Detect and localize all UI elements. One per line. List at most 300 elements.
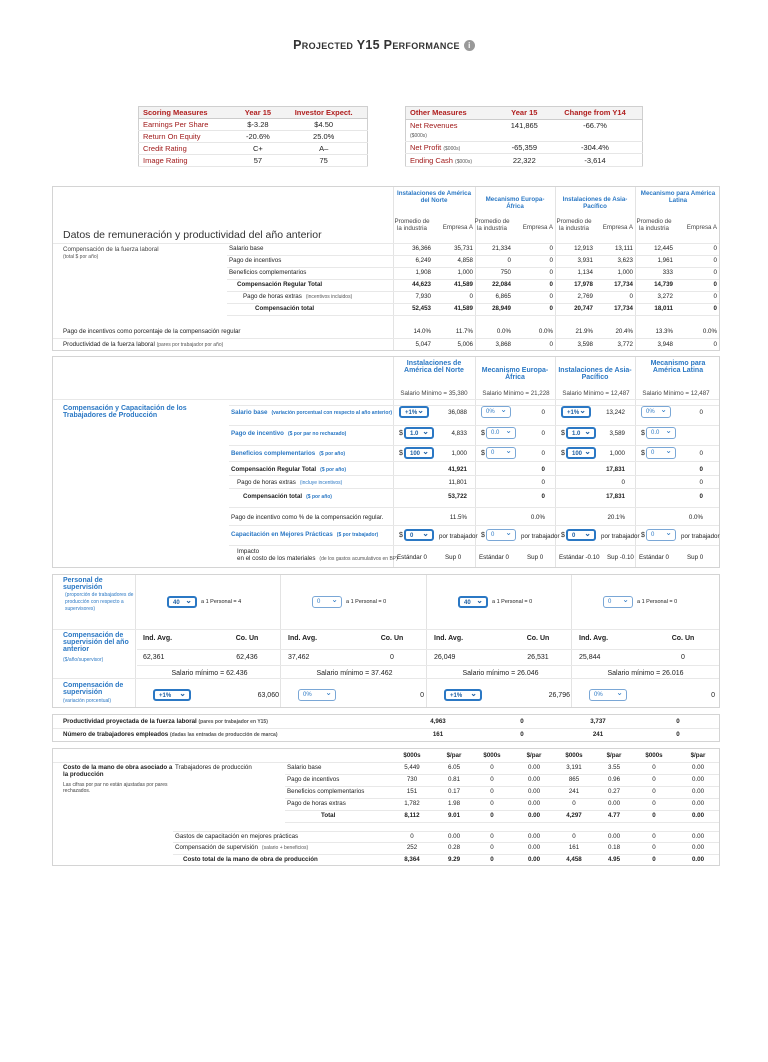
impact-std: Estándar -0.10 bbox=[559, 554, 600, 561]
value-cell: 0 bbox=[652, 844, 656, 851]
prod-cell: 3,772 bbox=[617, 341, 633, 348]
column-header: Ind. Avg. bbox=[288, 635, 318, 642]
value-cell: 1,000 bbox=[457, 269, 473, 276]
column-header: Empresa A bbox=[442, 224, 473, 231]
min-wage: Salario mínimo = 26.046 bbox=[462, 670, 539, 677]
group-note: Las cifras por par no están ajustadas por pares rechazados. bbox=[63, 782, 168, 794]
value-cell: 41,589 bbox=[454, 281, 473, 288]
impact-label: en el costo de los materiales (de los gastos acumulativos en BP) bbox=[237, 555, 398, 562]
emp-value: 241 bbox=[592, 731, 604, 738]
value-cell: 17,734 bbox=[614, 281, 633, 288]
value-cell: 0 bbox=[572, 833, 576, 840]
value-cell: 0.00 bbox=[691, 833, 705, 840]
value-cell: 21,334 bbox=[492, 245, 511, 252]
column-header: Co. Un bbox=[526, 635, 550, 642]
value-cell: 865 bbox=[568, 776, 580, 783]
value-cell: 0.00 bbox=[527, 800, 541, 807]
value-cell: 0 bbox=[541, 430, 545, 437]
value-cell: 1,000 bbox=[609, 450, 625, 457]
sup-label: Personal de supervisión bbox=[63, 577, 103, 591]
value-cell: 0 bbox=[699, 409, 703, 416]
co-cell: 0 bbox=[681, 654, 685, 661]
row-label: Salario base bbox=[287, 764, 322, 771]
table-row bbox=[139, 143, 368, 155]
value-cell: 0 bbox=[652, 856, 656, 863]
value-cell: 0 bbox=[652, 812, 656, 819]
prod-cell: 0 bbox=[713, 341, 717, 348]
value-cell: 0 bbox=[713, 257, 717, 264]
value-cell: 0.81 bbox=[447, 776, 461, 783]
column-header: Promedio de la industria bbox=[394, 218, 430, 232]
ind-avg-cell: 26,049 bbox=[434, 654, 456, 661]
min-wage: Salario Mínimo = 35,380 bbox=[400, 390, 468, 397]
currency-sign: $ bbox=[399, 450, 403, 457]
select-ben_sel[interactable]: 0 ⌄ bbox=[646, 447, 676, 459]
prod-value: 4,963 bbox=[430, 718, 446, 725]
value-cell: 0 bbox=[490, 856, 494, 863]
pct-cell: 0.0% bbox=[688, 514, 703, 521]
select-train_sel[interactable]: 0 ⌄ bbox=[566, 529, 596, 541]
prod-value: 0 bbox=[676, 718, 680, 725]
region-header-ap: Instalaciones de Asia-Pacífico bbox=[558, 367, 632, 381]
value-cell: 6,865 bbox=[495, 293, 511, 300]
select-inc_sel[interactable]: 0.0 ⌄ bbox=[486, 427, 516, 439]
prev-label: Compensación de supervisión del año anterior bbox=[63, 632, 129, 653]
value-cell: 0 bbox=[541, 409, 545, 416]
value-cell: 1,134 bbox=[577, 269, 593, 276]
prod-cell: 0 bbox=[549, 341, 553, 348]
emp-label: Número de trabajadores empleados (dadas las entradas de producción de marca) bbox=[63, 731, 278, 738]
value-cell: 0 bbox=[549, 269, 553, 276]
group-label: Costo de la mano de obra asociado a la producción bbox=[63, 764, 173, 778]
impact-sup: Sup 0 bbox=[527, 554, 544, 561]
value-cell: 1.98 bbox=[447, 800, 461, 807]
value-cell: 0.00 bbox=[527, 856, 541, 863]
other-note: ($000s) bbox=[443, 146, 461, 153]
value-cell: 0 bbox=[490, 776, 494, 783]
value-cell: 6.05 bbox=[447, 764, 461, 771]
row-label: Compensación Regular Total bbox=[237, 281, 323, 288]
region-header-na: Instalaciones de América del Norte bbox=[404, 360, 464, 374]
region-header-eu: Mecanismo Europa-África bbox=[485, 196, 545, 210]
value-cell: 44,623 bbox=[412, 281, 431, 288]
value-cell: 4,858 bbox=[457, 257, 473, 264]
kpi-summary bbox=[138, 106, 643, 167]
value-cell: 17,831 bbox=[606, 466, 625, 473]
emp-value: 0 bbox=[676, 731, 680, 738]
labor-cost-panel bbox=[52, 748, 720, 866]
currency-sign: $ bbox=[641, 450, 645, 457]
other-change: -66.7% bbox=[548, 119, 643, 141]
value-cell: 0 bbox=[410, 833, 414, 840]
prod-cell: 3,868 bbox=[495, 341, 511, 348]
value-cell: 17,831 bbox=[606, 493, 625, 500]
column-header: Empresa A bbox=[602, 224, 633, 231]
ratio-text: a 1 Personal = 0 bbox=[637, 599, 678, 605]
scoring-label: Return On Equity bbox=[139, 131, 236, 143]
scoring-expect: $4.50 bbox=[280, 119, 367, 131]
table-row bbox=[139, 155, 368, 167]
value-cell: 1,000 bbox=[617, 269, 633, 276]
value-cell: 13,242 bbox=[606, 409, 625, 416]
other-header: Year 15 bbox=[501, 107, 548, 120]
table-row bbox=[406, 154, 643, 167]
value-cell: 0 bbox=[490, 800, 494, 807]
value-cell: 0.00 bbox=[691, 812, 705, 819]
value-cell: 13,111 bbox=[614, 245, 633, 252]
train-suffix: por trabajador bbox=[601, 533, 640, 540]
value-cell: 0 bbox=[713, 305, 717, 312]
row-label: Beneficios complementarios bbox=[229, 269, 307, 276]
value-cell: 0 bbox=[652, 833, 656, 840]
value-cell: 4,297 bbox=[566, 812, 582, 819]
pct-cell: 11.5% bbox=[449, 514, 467, 521]
value-cell: 0.00 bbox=[527, 788, 541, 795]
value-cell: 0 bbox=[541, 493, 545, 500]
value-cell: 20,747 bbox=[574, 305, 593, 312]
pct-cell: 13.3% bbox=[655, 328, 673, 335]
value-cell: 0.28 bbox=[447, 844, 461, 851]
column-header: Ind. Avg. bbox=[143, 635, 173, 642]
value-cell: 1,961 bbox=[657, 257, 673, 264]
table-row bbox=[406, 141, 643, 154]
min-wage: Salario mínimo = 26.016 bbox=[607, 670, 684, 677]
prod-label: Productividad proyectada de la fuerza laboral (pares por trabajador en Y15) bbox=[63, 718, 268, 725]
value-cell: 0 bbox=[549, 245, 553, 252]
prior-year-panel bbox=[52, 186, 720, 351]
value-cell: 17,978 bbox=[574, 281, 593, 288]
row-label: Pago de horas extras (incentivos incluidos) bbox=[243, 293, 353, 300]
column-header: $000s bbox=[403, 752, 421, 759]
value-cell: 8,112 bbox=[404, 812, 420, 819]
other-label: Ending Cash bbox=[410, 155, 453, 165]
ind-avg-cell: 25,844 bbox=[579, 654, 601, 661]
co-cell: 0 bbox=[390, 654, 394, 661]
currency-sign: $ bbox=[481, 450, 485, 457]
currency-sign: $ bbox=[481, 532, 485, 539]
value-cell: 0.00 bbox=[527, 764, 541, 771]
select-sup-comp[interactable]: 0% ⌄ bbox=[298, 689, 336, 701]
select-ben_sel[interactable]: 0 ⌄ bbox=[486, 447, 516, 459]
value-cell: 0.00 bbox=[691, 844, 705, 851]
ind-avg-cell: 37,462 bbox=[288, 654, 310, 661]
value-cell: 22,084 bbox=[492, 281, 511, 288]
scoring-value: $-3.28 bbox=[235, 119, 280, 131]
currency-sign: $ bbox=[561, 532, 565, 539]
value-cell: 6,249 bbox=[415, 257, 431, 264]
row-label: Compensación de supervisión (salario + beneficios) bbox=[175, 844, 309, 851]
column-header: $/par bbox=[446, 752, 462, 759]
value-cell: 0 bbox=[629, 293, 633, 300]
select-inc_sel[interactable]: 1.0 ⌄ bbox=[404, 427, 434, 439]
emp-value: 161 bbox=[432, 731, 444, 738]
value-cell: 17,734 bbox=[614, 305, 633, 312]
currency-sign: $ bbox=[561, 430, 565, 437]
min-wage: Salario mínimo = 37.462 bbox=[316, 670, 393, 677]
scoring-value: C+ bbox=[235, 143, 280, 155]
value-cell: 333 bbox=[662, 269, 673, 276]
value-cell: 161 bbox=[568, 844, 580, 851]
value-cell: 3,272 bbox=[657, 293, 673, 300]
row-label: Pago de incentivos bbox=[287, 776, 340, 783]
select-train_sel[interactable]: 0 ⌄ bbox=[404, 529, 434, 541]
min-wage: Salario Mínimo = 21,228 bbox=[482, 390, 550, 397]
row-label: Salario base (variación porcentual con respecto al año anterior) bbox=[231, 409, 393, 416]
column-header: Promedio de la industria bbox=[474, 218, 510, 232]
currency-sign: $ bbox=[561, 450, 565, 457]
column-header: Ind. Avg. bbox=[434, 635, 464, 642]
comp-value: 63,060 bbox=[257, 692, 279, 699]
impact-label: Impacto bbox=[237, 548, 260, 555]
train-suffix: por trabajador bbox=[439, 533, 478, 540]
ratio-text: a 1 Personal = 4 bbox=[201, 599, 242, 605]
value-cell: 0.00 bbox=[527, 833, 541, 840]
value-cell: 0 bbox=[713, 269, 717, 276]
pct-cell: 0.0% bbox=[538, 328, 553, 335]
value-cell: 1,000 bbox=[451, 450, 467, 457]
prev-note: ($/año/supervisor) bbox=[63, 657, 104, 663]
table-row bbox=[139, 131, 368, 143]
prod-cell: 5,047 bbox=[415, 341, 431, 348]
value-cell: 0 bbox=[507, 257, 511, 264]
other-header: Change from Y14 bbox=[548, 107, 643, 120]
value-cell: 0.00 bbox=[691, 788, 705, 795]
prod-cell: 3,948 bbox=[657, 341, 673, 348]
value-cell: 8,364 bbox=[404, 856, 420, 863]
select-supervisor-ratio[interactable]: 40 ⌄ bbox=[458, 596, 488, 608]
select-supervisor-ratio[interactable]: 0 ⌄ bbox=[603, 596, 633, 608]
select-supervisor-ratio[interactable]: 40 ⌄ bbox=[167, 596, 197, 608]
value-cell: 0 bbox=[713, 281, 717, 288]
currency-sign: $ bbox=[399, 532, 403, 539]
value-cell: 0 bbox=[549, 293, 553, 300]
value-cell: 14,739 bbox=[654, 281, 673, 288]
value-cell: 0.00 bbox=[527, 776, 541, 783]
train-suffix: por trabajador bbox=[521, 533, 560, 540]
value-cell: 0 bbox=[469, 293, 473, 300]
value-cell: 0 bbox=[541, 450, 545, 457]
value-cell: 0 bbox=[541, 466, 545, 473]
value-cell: 3,191 bbox=[566, 764, 582, 771]
pct-label: Pago de incentivos como porcentaje de la compensación regular bbox=[63, 328, 241, 335]
value-cell: 0 bbox=[549, 305, 553, 312]
value-cell: 0.00 bbox=[691, 856, 705, 863]
select-base_sel[interactable]: 0% ⌄ bbox=[481, 406, 511, 418]
impact-std: Estándar 0 bbox=[479, 554, 509, 561]
value-cell: 0 bbox=[713, 293, 717, 300]
region-header-ap: Instalaciones de Asia-Pacífico bbox=[562, 196, 628, 210]
pct-cell: 0.0% bbox=[496, 328, 511, 335]
select-ben_sel[interactable]: 100 ⌄ bbox=[566, 447, 596, 459]
select-sup-comp[interactable]: +1% ⌄ bbox=[153, 689, 191, 701]
column-header: $/par bbox=[606, 752, 622, 759]
column-header: Ind. Avg. bbox=[579, 635, 609, 642]
row-label: Pago de incentivo como % de la compensación regular. bbox=[231, 514, 384, 521]
row-label: Pago de incentivo ($ por par no rechazado) bbox=[231, 430, 347, 437]
comp-value: 26,796 bbox=[548, 692, 570, 699]
value-cell: 0.18 bbox=[607, 844, 621, 851]
ratio-text: a 1 Personal = 0 bbox=[346, 599, 387, 605]
select-sup-comp[interactable]: +1% ⌄ bbox=[444, 689, 482, 701]
other-note: ($000s) bbox=[410, 133, 427, 140]
scoring-expect: 75 bbox=[280, 155, 367, 167]
prod-value: 3,737 bbox=[590, 718, 606, 725]
value-cell: 0 bbox=[699, 479, 703, 486]
select-inc_sel[interactable]: 0.0 ⌄ bbox=[646, 427, 676, 439]
emp-value: 0 bbox=[520, 731, 524, 738]
value-cell: 53,722 bbox=[448, 493, 467, 500]
value-cell: 0 bbox=[699, 466, 703, 473]
value-cell: 750 bbox=[500, 269, 511, 276]
currency-sign: $ bbox=[399, 430, 403, 437]
value-cell: 0.27 bbox=[607, 788, 621, 795]
pct-cell: 0.0% bbox=[530, 514, 545, 521]
value-cell: 12,445 bbox=[654, 245, 673, 252]
prod-value: 0 bbox=[520, 718, 524, 725]
other-value: -65,359 bbox=[501, 141, 548, 154]
value-cell: 28,949 bbox=[492, 305, 511, 312]
value-cell: 0 bbox=[652, 764, 656, 771]
value-cell: 1,782 bbox=[404, 800, 420, 807]
select-base_sel[interactable]: +1% ⌄ bbox=[399, 406, 429, 418]
row-label: Capacitación en Mejores Prácticas ($ por trabajador) bbox=[231, 531, 379, 538]
value-cell: 36,088 bbox=[448, 409, 467, 416]
value-cell: 0.00 bbox=[447, 833, 461, 840]
production-comp-panel bbox=[52, 356, 720, 568]
table-row bbox=[139, 119, 368, 131]
ind-avg-cell: 62,361 bbox=[143, 654, 165, 661]
column-header: Empresa A bbox=[522, 224, 553, 231]
group-label: Compensación de la fuerza laboral (total $ por año) bbox=[63, 246, 159, 260]
comp-label: Compensación de supervisión bbox=[63, 682, 124, 696]
value-cell: 151 bbox=[406, 788, 418, 795]
row-label: Compensación Regular Total ($ por año) bbox=[231, 466, 346, 473]
value-cell: 0 bbox=[713, 245, 717, 252]
value-cell: 3.55 bbox=[607, 764, 621, 771]
row-label: Pago de incentivos bbox=[229, 257, 282, 264]
other-label: Net Revenues bbox=[410, 121, 458, 131]
value-cell: 0 bbox=[490, 788, 494, 795]
other-note: ($000s) bbox=[455, 158, 472, 165]
prod-cell: 3,598 bbox=[577, 341, 593, 348]
select-base_sel[interactable]: +1% ⌄ bbox=[561, 406, 591, 418]
value-cell: 0.96 bbox=[607, 776, 621, 783]
pct-cell: 0.0% bbox=[702, 328, 717, 335]
row-label: Compensación total ($ por año) bbox=[243, 493, 332, 500]
value-cell: 0 bbox=[652, 776, 656, 783]
value-cell: 0 bbox=[549, 257, 553, 264]
train-suffix: por trabajador bbox=[681, 533, 720, 540]
scoring-label: Credit Rating bbox=[139, 143, 236, 155]
prod-label: Productividad de la fuerza laboral (pares por trabajador por año) bbox=[63, 341, 224, 348]
value-cell: 5,449 bbox=[404, 764, 420, 771]
min-wage: Salario Mínimo = 12,487 bbox=[642, 390, 710, 397]
scoring-header: Year 15 bbox=[235, 107, 280, 119]
select-ben_sel[interactable]: 100 ⌄ bbox=[404, 447, 434, 459]
scoring-header: Scoring Measures bbox=[139, 107, 236, 119]
value-cell: 0 bbox=[490, 812, 494, 819]
column-header: Promedio de la industria bbox=[556, 218, 592, 232]
value-cell: 1,908 bbox=[415, 269, 431, 276]
scoring-expect: A– bbox=[280, 143, 367, 155]
select-train_sel[interactable]: 0 ⌄ bbox=[646, 529, 676, 541]
value-cell: 0.00 bbox=[691, 776, 705, 783]
column-header: $000s bbox=[645, 752, 663, 759]
value-cell: 0 bbox=[490, 833, 494, 840]
impact-sup: Sup -0.10 bbox=[607, 554, 634, 561]
scoring-header: Investor Expect. bbox=[280, 107, 367, 119]
value-cell: 9.01 bbox=[447, 812, 461, 819]
value-cell: 0 bbox=[699, 450, 703, 457]
value-cell: 0 bbox=[699, 493, 703, 500]
value-cell: 0 bbox=[490, 844, 494, 851]
column-header: $000s bbox=[483, 752, 501, 759]
value-cell: 4.77 bbox=[607, 812, 621, 819]
info-icon[interactable]: i bbox=[464, 40, 475, 51]
prod-cell: 5,006 bbox=[457, 341, 473, 348]
currency-sign: $ bbox=[641, 430, 645, 437]
select-train_sel[interactable]: 0 ⌄ bbox=[486, 529, 516, 541]
value-cell: 0.00 bbox=[691, 764, 705, 771]
region-header-la: Mecanismo para América Latina bbox=[650, 360, 706, 374]
value-cell: 7,930 bbox=[415, 293, 431, 300]
value-cell: 252 bbox=[406, 844, 418, 851]
column-header: Empresa A bbox=[686, 224, 717, 231]
row-label: Gastos de capacitación en mejores prácticas bbox=[175, 833, 299, 840]
column-header: Co. Un bbox=[235, 635, 259, 642]
scoring-table bbox=[138, 106, 368, 167]
value-cell: 3,931 bbox=[577, 257, 593, 264]
select-base_sel[interactable]: 0% ⌄ bbox=[641, 406, 671, 418]
other-value: 22,322 bbox=[501, 154, 548, 167]
column-header: $/par bbox=[526, 752, 542, 759]
section-title: Compensación y Capacitación de los Trabajadores de Producción bbox=[63, 405, 187, 419]
pct-cell: 20.1% bbox=[607, 514, 625, 521]
value-cell: 2,769 bbox=[577, 293, 593, 300]
value-cell: 41,589 bbox=[454, 305, 473, 312]
value-cell: 0.00 bbox=[691, 800, 705, 807]
column-header: Promedio de la industria bbox=[636, 218, 672, 232]
value-cell: 3,589 bbox=[609, 430, 625, 437]
value-cell: 4.95 bbox=[607, 856, 621, 863]
comp-value: 0 bbox=[420, 692, 424, 699]
value-cell: 0 bbox=[490, 764, 494, 771]
other-change: -3,614 bbox=[548, 154, 643, 167]
scoring-label: Image Rating bbox=[139, 155, 236, 167]
impact-std: Estándar 0 bbox=[397, 554, 427, 561]
scoring-label: Earnings Per Share bbox=[139, 119, 236, 131]
select-sup-comp[interactable]: 0% ⌄ bbox=[589, 689, 627, 701]
select-supervisor-ratio[interactable]: 0 ⌄ bbox=[312, 596, 342, 608]
value-cell: 0.00 bbox=[607, 800, 621, 807]
sup-note: (proporción de trabajadores de producción con respecto a supervisores) bbox=[65, 592, 134, 612]
region-header-la: Mecanismo para América Latina bbox=[640, 190, 716, 204]
scoring-expect: 25.0% bbox=[280, 131, 367, 143]
column-header: Co. Un bbox=[380, 635, 404, 642]
min-wage: Salario Mínimo = 12,487 bbox=[562, 390, 630, 397]
value-cell: 4,458 bbox=[566, 856, 582, 863]
row-label: Salario base bbox=[229, 245, 264, 252]
comp-value: 0 bbox=[711, 692, 715, 699]
value-cell: 241 bbox=[568, 788, 580, 795]
sub-label: Trabajadores de producción bbox=[175, 764, 252, 771]
column-header: $000s bbox=[565, 752, 583, 759]
other-measures-table bbox=[405, 106, 643, 167]
other-header: Other Measures bbox=[406, 107, 501, 120]
select-inc_sel[interactable]: 1.0 ⌄ bbox=[566, 427, 596, 439]
min-wage: Salario mínimo = 62.436 bbox=[171, 670, 248, 677]
value-cell: 11,801 bbox=[448, 479, 467, 486]
